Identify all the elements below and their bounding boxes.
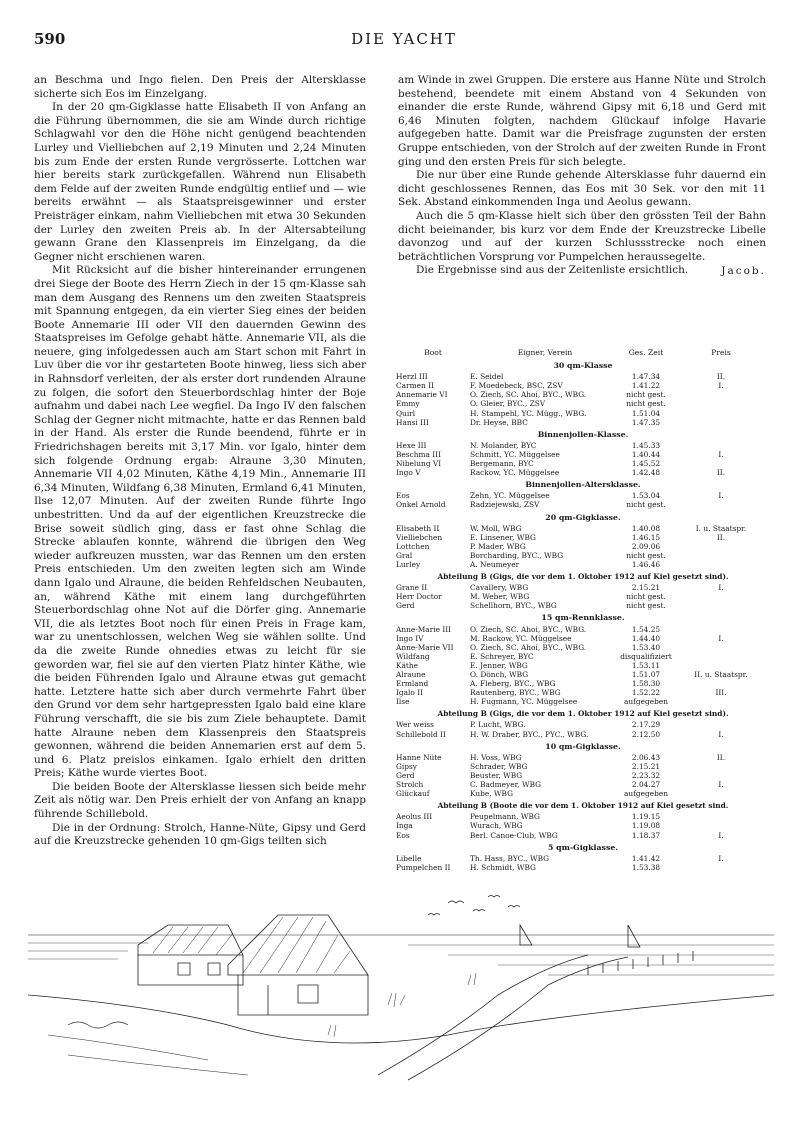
owner-club: Zehn, YC. Müggelsee (470, 491, 550, 501)
prize (672, 762, 770, 771)
prize: II. (716, 752, 726, 762)
paragraph: Mit Rücksicht auf die bisher hintereinander errungenen drei Siege der Boote des Herrn Ziech in der 15 qm-Klasse sah man dem Ausgang des Rennens um den zweiten Staatspreis mit Spannung entgegen, da ein vierter Sieg eines der beiden Boote Annemarie III oder VII den dauernden Gewinn des Staatspreises im Gefolge gehabt hätte. Annemarie VII, als die neuere, ging infolgedessen auch am Start schon mit Fahrt in Luv über die vor ihr gestarteten Boote hinweg, liess sich aber in Rahnsdorf verleiten, der als erster dort rundenden Alraune zu folgen, die sofort den Steuerbordschlag hinter der Boje aufnahm und dabei nach Lee wegfiel. Da Ingo IV den falschen Schlag der Gegner nicht mitmachte, hatte er das Rennen bald in der Hand. Als erster die Runde beendend, führte er in Friedrichshagen bereits mit 3,17 Min. vor Igalo, hinter dem sich folgende Ordnung ergab: Alraune 3,30 Minuten, Annemarie VII 4,02 Minuten, Käthe 4,19 Min., Annemarie III 6,34 Minuten, Wildfang 6,38 Minuten, Ermland 6,41 Minuten, Ilse 12,07 Minuten. Auf der zweiten Runde führte Ingo unbestritten. Und da auf der eigentlichen Kreuzstrecke die Brise soweit südlich ging, dass er fast ohne Schlag die Strecke ablaufen konnte, während die übrigen den Weg wieder aufkreuzen mussten, war das Rennen um den ersten Preis entschieden. Um den zweiten legten sich am Winde dann Igalo und Alraune, die beiden Rehfeldschen Neubauten, an, während Käthe mit einem lang durchgeführten Steuerbordschlag ohne Not auf die Dörfer ging. Annemarie VII, die als letztes Boot noch für einen Preis in Frage kam, war zu unentschlossen, welchen Weg sie wählen sollte. Und da die zweite Runde ohnedies etwas zu leicht für sie geworden war, fiel sie auf den vierten Platz hinter Käthe, wie die beiden Führenden Igalo und Alraune etwas gut gemacht hatte. Letztere hatte sich aber durch vermehrte Fahrt über den Grund vor dem sehr hartgepressten Igalo bald eine klare Führung verschafft, die sie bis zum Ziele behauptete. Damit hatte Alraune neben dem Klassenpreis den Staatspreis gewonnen, während die beiden Annemarien erst auf dem 5. und 6. Platz preislos einkamen. Igalo erhielt den dritten Preis; Käthe wurde viertes Boot. (34, 264, 366, 780)
owner-club: Cavallery, WBG (470, 583, 529, 593)
boat-name: Inga (396, 821, 413, 831)
boat-name: Wer weiss (396, 720, 434, 730)
total-time: 2.12.50 (631, 729, 661, 739)
prize: II. (716, 372, 726, 382)
boat-name: Ingo IV (396, 633, 424, 643)
result-row (396, 399, 770, 408)
result-row (396, 491, 770, 500)
total-time: 1.54.25 (631, 624, 661, 634)
boat-name: Eos (396, 830, 410, 840)
boat-name: Quirl (396, 408, 416, 418)
total-time: nicht gest. (626, 592, 666, 602)
result-row (396, 583, 770, 592)
total-time: 1.40.08 (631, 523, 661, 533)
total-time: nicht gest. (626, 601, 666, 611)
owner-club: Schrader, WBG (470, 761, 528, 771)
boat-name: Gerd (396, 770, 415, 780)
header-time: Ges. Zeit (628, 348, 664, 357)
boat-name: Beschma III (396, 449, 442, 459)
owner-club: M. Rackow, YC. Müggelsee (470, 633, 572, 643)
total-time: 1.45.52 (631, 459, 661, 469)
total-time: 1.18.37 (631, 830, 661, 840)
prize (672, 821, 770, 830)
prize (672, 697, 770, 706)
owner-club: Dr. Heyse, BBC (470, 417, 528, 427)
result-row (396, 821, 770, 830)
result-row (396, 831, 770, 840)
prize (672, 661, 770, 670)
result-row (396, 812, 770, 821)
paragraph: Die nur über eine Runde gehende Altersklasse fuhr dauernd ein dicht geschlossenes Rennen, das Eos mit 30 Sek. vor den mit 11 Sek. Abstand einkommenden Inga und Aeolus gewann. (398, 169, 766, 209)
total-time: 1.41.42 (631, 853, 661, 863)
author-signature: Jacob. (721, 264, 766, 277)
result-row (396, 560, 770, 569)
owner-club: Peupelmann, WBG (470, 812, 540, 822)
result-row (396, 533, 770, 542)
prize (672, 863, 770, 872)
boat-name: Elisabeth II (396, 523, 440, 533)
owner-club: E. Linsener, WBG (470, 532, 536, 542)
total-time: 2.09.06 (631, 541, 661, 551)
result-row (396, 688, 770, 697)
total-time: 2.04.27 (631, 780, 661, 790)
owner-club: E. Schreyer, BYC (470, 651, 534, 661)
boat-name: Herr Doctor (396, 592, 442, 602)
boat-name: Gral (396, 550, 413, 560)
boat-name: Libelle (396, 853, 422, 863)
owner-club: Schellhorn, BYC., WBG (470, 601, 557, 611)
page-number: 590 (34, 30, 66, 48)
total-time: 1.47.34 (631, 372, 661, 382)
boat-name: Nibelung VI (396, 459, 442, 469)
owner-club: F. Moedebeck, BSC, ZSV (470, 381, 563, 391)
journal-title: DIE YACHT (351, 30, 457, 48)
header-boat: Boot (424, 348, 442, 357)
boat-name: Gerd (396, 601, 415, 611)
class-heading: 10 qm-Gigklasse. (545, 741, 621, 751)
result-row (396, 670, 770, 679)
owner-club: W. Moll, WBG (470, 523, 522, 533)
boat-name: Hanne Nüte (396, 752, 442, 762)
total-time: disqualifiziert (620, 651, 672, 661)
class-heading: 20 qm-Gigklasse. (545, 512, 621, 522)
total-time: 2.06.43 (631, 752, 661, 762)
prize: II. (716, 468, 726, 478)
prize (672, 500, 770, 509)
owner-club: Bergemann, BYC (470, 459, 534, 469)
boat-name: Pumpelchen II (396, 862, 451, 872)
boat-name: Hansi III (396, 417, 429, 427)
result-row (396, 500, 770, 509)
owner-club: Kube, WBG (470, 789, 513, 799)
result-row (396, 524, 770, 533)
boat-name: Anne-Marie III (396, 624, 452, 634)
total-time: 1.19.08 (631, 821, 661, 831)
boat-name: Glückauf (396, 789, 430, 799)
owner-club: H. W. Draber, BYC., PYC., WBG. (470, 729, 589, 739)
boat-name: Herzl III (396, 372, 428, 382)
total-time: 1.53.04 (631, 491, 661, 501)
owner-club: H. Schmidt, WBG (470, 862, 536, 872)
boat-name: Onkel Arnold (396, 500, 446, 510)
prize: I. (718, 830, 724, 840)
result-row (396, 418, 770, 427)
result-row (396, 441, 770, 450)
owner-club: N. Molander, BYC (470, 440, 537, 450)
owner-club: H. Voss, WBG (470, 752, 522, 762)
total-time: 2.17.29 (631, 720, 661, 730)
paragraph: an Beschma und Ingo fielen. Den Preis der Altersklasse sicherte sich Eos im Einzelgang. (34, 74, 366, 100)
total-time: 1.44.40 (631, 633, 661, 643)
prize: III. (715, 688, 727, 698)
boat-name: Lurley (396, 559, 421, 569)
total-time: 1.46.46 (631, 559, 661, 569)
total-time: 2.23.32 (631, 770, 661, 780)
result-row (396, 625, 770, 634)
prize: I. (718, 449, 724, 459)
boat-name: Carmen II (396, 381, 434, 391)
result-row (396, 661, 770, 670)
boat-name: Lottchen (396, 541, 430, 551)
result-row (396, 601, 770, 610)
header-prize: Preis (711, 348, 731, 357)
prize (672, 390, 770, 399)
result-row (396, 468, 770, 477)
paragraph: In der 20 qm-Gigklasse hatte Elisabeth II von Anfang an die Führung übernommen, die sie am Winde durch richtige Schlagwahl vor den die Höhe nicht genügend beachtenden Lurley und Vielliebchen auf 2,19 Minuten und 2,24 Minuten bis zum Ende der ersten Runde vergrösserte. Lottchen war hier bereits stark zurückgefallen. Während nun Elisabeth dem Felde auf der zweiten Runde endgültig entlief und — wie bereits erwähnt — als Staatspreisgewinner und erster Preisträger einkam, nahm Vielliebchen mit etwa 30 Sekunden der Lurley den zweiten Preis ab. In der Altersabteilung gewann Grane den Klassenpreis im Einzelgang, da die Gegner nicht erschienen waren. (34, 101, 366, 263)
prize: I. (718, 381, 724, 391)
owner-club: E. Seidel (470, 372, 504, 382)
result-row (396, 409, 770, 418)
prize (672, 542, 770, 551)
boat-name: Hexe III (396, 440, 427, 450)
owner-club: O. Ziech, SC. Ahoi, BYC., WBG. (470, 624, 587, 634)
prize: I. (718, 729, 724, 739)
boat-name: Ermland (396, 679, 429, 689)
owner-club: E. Jenner, WBG (470, 660, 528, 670)
division-heading: Abteilung B (Boote die vor dem 1. Oktober 1912 auf Kiel gesetzt sind. (437, 801, 729, 811)
total-time: 1.53.11 (631, 660, 661, 670)
owner-club: Wurach, WBG (470, 821, 523, 831)
prize (672, 551, 770, 560)
header-owner: Eigner, Verein (517, 348, 573, 357)
result-row (396, 652, 770, 661)
division-heading: Abteilung B (Gigs, die vor dem 1. Oktober 1912 auf Kiel gesetzt sind). (437, 709, 729, 719)
boat-name: Grane II (396, 583, 428, 593)
prize (672, 441, 770, 450)
results-table (396, 348, 770, 872)
results-header (396, 348, 770, 357)
result-row (396, 450, 770, 459)
total-time: 1.53.40 (631, 642, 661, 652)
owner-club: A. Fleberg, BYC., WBG (470, 679, 556, 689)
total-time: 1.47.35 (631, 417, 661, 427)
owner-club: Rautenberg, BYC., WBG (470, 688, 561, 698)
paragraph: Die in der Ordnung: Strolch, Hanne-Nüte, Gipsy und Gerd auf die Kreuzstrecke gehenden 10 qm-Gigs teilten sich (34, 821, 366, 848)
boat-name: Aeolus III (396, 812, 433, 822)
boat-name: Schillebold II (396, 729, 446, 739)
prize: I. (718, 853, 724, 863)
owner-club: A. Neumeyer (470, 559, 520, 569)
prize: II. (716, 532, 726, 542)
class-heading: 30 qm-Klasse (553, 361, 613, 371)
owner-club: Th. Hass, BYC., WBG (470, 853, 550, 863)
total-time: 1.42.48 (631, 468, 661, 478)
class-heading: Binnenjollen-Klasse. (537, 429, 629, 439)
total-time: 1.40.44 (631, 449, 661, 459)
total-time: 1.58.30 (631, 679, 661, 689)
result-row (396, 551, 770, 560)
prize (672, 625, 770, 634)
result-row (396, 542, 770, 551)
prize (672, 679, 770, 688)
result-row (396, 381, 770, 390)
total-time: 1.41.22 (631, 381, 661, 391)
prize (672, 409, 770, 418)
result-row (396, 762, 770, 771)
owner-club: P. Lucht, WBG. (470, 720, 526, 730)
owner-club: O. Gleier, BYC., ZSV (470, 399, 546, 409)
prize: I. (718, 491, 724, 501)
prize: I. u. Staatspr. (695, 523, 747, 533)
result-row (396, 780, 770, 789)
total-time: 1.52.22 (631, 688, 661, 698)
result-row (396, 592, 770, 601)
prize (672, 771, 770, 780)
boat-name: Igalo II (396, 688, 424, 698)
total-time: nicht gest. (626, 500, 666, 510)
boat-name: Gipsy (396, 761, 417, 771)
owner-club: O. Dönch, WBG (470, 670, 529, 679)
owner-club: Rackow, YC. Müggelsee (470, 468, 560, 478)
boat-name: Wildfang (396, 651, 430, 661)
class-heading: 15 qm-Rennklasse. (541, 613, 625, 623)
owner-club: H. Fugmann, YC. Müggelsee (470, 697, 578, 707)
boat-name: Ilse (396, 697, 410, 707)
total-time: aufgegeben (624, 789, 668, 799)
owner-club: Borcharding, BYC., WBG (470, 550, 564, 560)
result-row (396, 459, 770, 468)
prize (672, 652, 770, 661)
prize (672, 789, 770, 798)
paragraph: Die beiden Boote der Altersklasse liessen sich beide mehr Zeit als nötig war. Den Preis erhielt der von Anfang an knapp führende Schillebold. (34, 780, 366, 821)
class-heading: Binnenjollen-Altersklasse. (525, 480, 641, 490)
prize (672, 399, 770, 408)
prize: I. (718, 780, 724, 790)
prize (672, 643, 770, 652)
owner-club: Beuster, WBG (470, 770, 523, 780)
boat-name: Anne-Marie VII (396, 642, 454, 652)
total-time: 1.45.33 (631, 440, 661, 450)
boat-name: Käthe (396, 660, 419, 670)
boat-name: Annemarie VI (396, 390, 448, 400)
result-row (396, 634, 770, 643)
total-time: 1.51.04 (631, 408, 661, 418)
owner-club: C. Badmeyer, WBG (470, 780, 542, 790)
total-time: nicht gest. (626, 399, 666, 409)
owner-club: Radziejewski, ZSV (470, 500, 540, 510)
result-row (396, 697, 770, 706)
left-text-column (34, 74, 366, 849)
class-heading: 5 qm-Gigklasse. (547, 842, 619, 852)
result-row (396, 771, 770, 780)
total-time: 1.19.15 (631, 812, 661, 822)
paragraph: Die Ergebnisse sind aus der Zeitenliste ersichtlich. (416, 264, 689, 277)
boat-name: Ingo V (396, 468, 421, 478)
prize (672, 459, 770, 468)
page-header (34, 30, 774, 52)
owner-club: O. Ziech, SC. Ahoi, BYC., WBG. (470, 390, 587, 400)
boat-name: Alraune (396, 670, 426, 679)
paragraph: am Winde in zwei Gruppen. Die erstere aus Hanne Nüte und Strolch bestehend, beendete mit einem Abstand von 4 Sekunden von einander die erste Runde, während Gipsy mit 6,18 und Gerd mit 6,46 Minuten folgten, nachdem Glückauf infolge Havarie aufgegeben hatte. Damit war die Preisfrage zugunsten der ersten Gruppe entschieden, von der Strolch auf der zweiten Runde in Front ging und den ersten Preis für sich belegte. (398, 74, 766, 168)
owner-club: Berl. Canoe-Club, WBG (470, 830, 558, 840)
prize (672, 812, 770, 821)
prize (672, 720, 770, 729)
coastal-village-illustration (28, 885, 774, 1085)
total-time: nicht gest. (626, 550, 666, 560)
result-row (396, 854, 770, 863)
result-row (396, 753, 770, 762)
total-time: 2.15.21 (631, 761, 661, 771)
prize (672, 601, 770, 610)
prize (672, 560, 770, 569)
prize: II. u. Staatspr. (694, 670, 748, 679)
right-text-column (398, 74, 766, 279)
owner-club: Schmitt, YC. Müggelsee (470, 449, 560, 459)
prize (672, 592, 770, 601)
total-time: 1.46.15 (631, 532, 661, 542)
prize (672, 418, 770, 427)
paragraph: Auch die 5 qm-Klasse hielt sich über den grössten Teil der Bahn dicht beieinander, bis kurz vor dem Ende der Kreuzstrecke Libelle davonzog und auf der kurzen Schlussstrecke noch einen beträchtlichen Vorsprung vor Pumpelchen heraussegelte. (398, 209, 766, 263)
result-row (396, 863, 770, 872)
result-row (396, 789, 770, 798)
result-row (396, 720, 770, 729)
total-time: 2.15.21 (631, 583, 661, 593)
boat-name: Eos (396, 491, 410, 501)
result-row (396, 372, 770, 381)
owner-club: H. Stampehl, YC. Mügg., WBG. (470, 408, 587, 418)
total-time: 1.51.07 (631, 670, 661, 679)
result-row (396, 643, 770, 652)
prize: I. (718, 583, 724, 593)
total-time: nicht gest. (626, 390, 666, 400)
division-heading: Abteilung B (Gigs, die vor dem 1. Oktober 1912 auf Kiel gesetzt sind). (437, 572, 729, 582)
boat-name: Emmy (396, 399, 420, 409)
boat-name: Strolch (396, 780, 424, 790)
total-time: 1.53.38 (631, 862, 661, 872)
owner-club: P. Mader, WBG (470, 541, 526, 551)
owner-club: M. Weber, WBG (470, 592, 530, 602)
result-row (396, 390, 770, 399)
results-body (396, 361, 770, 872)
boat-name: Vielliebchen (396, 532, 443, 542)
result-row (396, 679, 770, 688)
total-time: aufgegeben (624, 697, 668, 707)
owner-club: O. Ziech, SC. Ahoi, BYC., WBG. (470, 642, 587, 652)
prize: I. (718, 633, 724, 643)
result-row (396, 730, 770, 739)
